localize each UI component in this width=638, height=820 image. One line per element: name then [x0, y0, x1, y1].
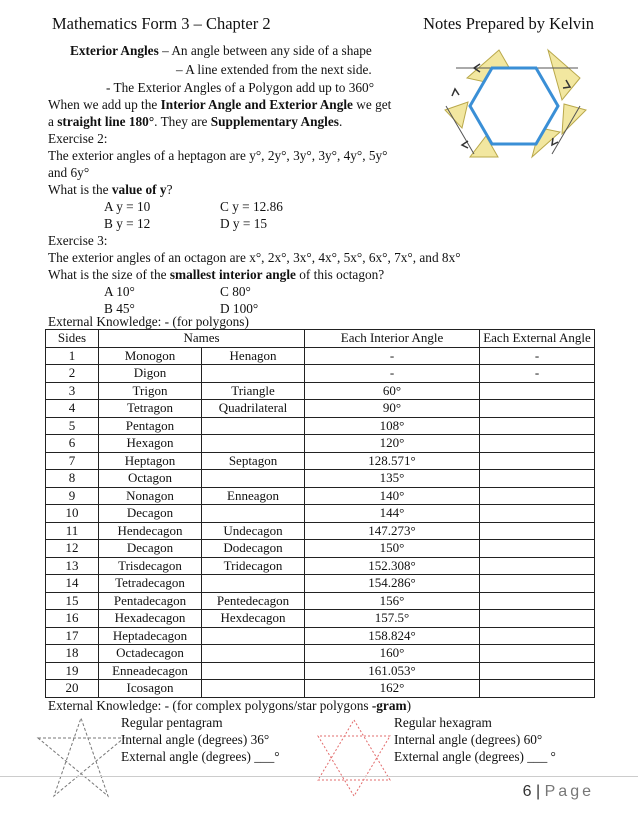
cell-sides: 1	[46, 347, 99, 365]
cell-external	[480, 645, 595, 663]
hexagram-internal: Internal angle (degrees) 60°	[394, 732, 543, 747]
polygon-table	[45, 329, 595, 698]
cell-alt-name	[202, 627, 305, 645]
cell-sides: 3	[46, 382, 99, 400]
cell-external	[480, 452, 595, 470]
supplementary-line-1	[48, 96, 391, 114]
header-author: Notes Prepared by Kelvin	[423, 14, 594, 33]
exercise-2-option-b: B y = 12	[104, 216, 151, 231]
cell-name: Octagon	[99, 470, 202, 488]
text-span: . They are	[154, 114, 211, 129]
cell-name: Tetradecagon	[99, 575, 202, 593]
cell-sides: 15	[46, 592, 99, 610]
cell-name: Heptagon	[99, 452, 202, 470]
exercise-3-title: Exercise 3:	[48, 233, 108, 248]
text-bold: Supplementary Angles	[210, 114, 339, 129]
hexagram-name: Regular hexagram	[394, 715, 492, 730]
cell-interior: 157.5°	[305, 610, 480, 628]
cell-name: Tetragon	[99, 400, 202, 418]
cell-alt-name	[202, 417, 305, 435]
exercise-3-option-a: A 10°	[104, 284, 135, 299]
table-row	[46, 610, 595, 628]
exterior-angle-definition	[70, 42, 372, 60]
table-row	[46, 452, 595, 470]
cell-sides: 16	[46, 610, 99, 628]
cell-sides: 20	[46, 680, 99, 698]
table-row	[46, 417, 595, 435]
table-row	[46, 382, 595, 400]
cell-external	[480, 557, 595, 575]
cell-external: -	[480, 347, 595, 365]
text-span: ?	[166, 182, 173, 197]
cell-name: Trisdecagon	[99, 557, 202, 575]
cell-external	[480, 592, 595, 610]
cell-external	[480, 610, 595, 628]
cell-interior: 158.824°	[305, 627, 480, 645]
page-header	[52, 14, 594, 40]
cell-alt-name: Tridecagon	[202, 557, 305, 575]
cell-alt-name: Dodecagon	[202, 540, 305, 558]
table-row	[46, 522, 595, 540]
cell-alt-name	[202, 365, 305, 383]
text-span: we get	[352, 97, 392, 112]
table-row	[46, 680, 595, 698]
cell-external	[480, 627, 595, 645]
pentagram-name: Regular pentagram	[121, 715, 223, 730]
header-subject: Mathematics Form 3 – Chapter 2	[52, 14, 271, 33]
cell-external	[480, 382, 595, 400]
cell-sides: 14	[46, 575, 99, 593]
exercise-2-question-3	[48, 181, 172, 199]
cell-alt-name: Triangle	[202, 382, 305, 400]
cell-external	[480, 505, 595, 523]
table-row	[46, 487, 595, 505]
hexagram-external: External angle (degrees) ___ °	[394, 749, 556, 764]
table-row	[46, 575, 595, 593]
cell-external	[480, 470, 595, 488]
cell-interior: 161.053°	[305, 662, 480, 680]
cell-sides: 4	[46, 400, 99, 418]
cell-interior: 147.273°	[305, 522, 480, 540]
hexagon-exterior-angles-diagram	[440, 44, 590, 161]
table-header-row	[46, 330, 595, 348]
exterior-angle-term: Exterior Angles	[70, 43, 159, 58]
table-row	[46, 557, 595, 575]
cell-sides: 6	[46, 435, 99, 453]
cell-interior: 144°	[305, 505, 480, 523]
text-bold: straight line 180°	[57, 114, 155, 129]
cell-alt-name	[202, 662, 305, 680]
external-knowledge-heading: External Knowledge: - (for polygons)	[48, 314, 249, 329]
cell-alt-name: Quadrilateral	[202, 400, 305, 418]
header-names: Names	[99, 330, 305, 348]
table-row	[46, 505, 595, 523]
cell-sides: 13	[46, 557, 99, 575]
footer-separator: |	[536, 783, 541, 800]
cell-name: Pentadecagon	[99, 592, 202, 610]
text-span: of this octagon?	[295, 267, 385, 282]
table-row	[46, 347, 595, 365]
cell-alt-name	[202, 575, 305, 593]
text-span: What is the size of the	[48, 267, 170, 282]
cell-name: Heptadecagon	[99, 627, 202, 645]
cell-name: Enneadecagon	[99, 662, 202, 680]
cell-external	[480, 680, 595, 698]
cell-name: Octadecagon	[99, 645, 202, 663]
cell-interior: 162°	[305, 680, 480, 698]
table-row	[46, 592, 595, 610]
cell-interior: 108°	[305, 417, 480, 435]
cell-name: Hendecagon	[99, 522, 202, 540]
cell-sides: 17	[46, 627, 99, 645]
cell-name: Pentagon	[99, 417, 202, 435]
cell-external	[480, 435, 595, 453]
cell-sides: 5	[46, 417, 99, 435]
cell-external	[480, 540, 595, 558]
cell-name: Nonagon	[99, 487, 202, 505]
star-polygon-heading	[48, 698, 411, 714]
exercise-3-question-2	[48, 266, 384, 284]
cell-alt-name: Hexdecagon	[202, 610, 305, 628]
text-span: External Knowledge: - (for complex polygons/star polygons	[48, 698, 372, 713]
table-row	[46, 662, 595, 680]
cell-sides: 10	[46, 505, 99, 523]
cell-name: Trigon	[99, 382, 202, 400]
table-row	[46, 540, 595, 558]
cell-interior: 90°	[305, 400, 480, 418]
exterior-angle-def-1: – An angle between any side of a shape	[158, 43, 372, 58]
exercise-2-option-d: D y = 15	[220, 216, 268, 231]
cell-interior: 135°	[305, 470, 480, 488]
page-number: 6	[522, 783, 532, 800]
cell-sides: 12	[46, 540, 99, 558]
cell-sides: 18	[46, 645, 99, 663]
cell-interior: 60°	[305, 382, 480, 400]
cell-interior: 152.308°	[305, 557, 480, 575]
cell-alt-name	[202, 645, 305, 663]
exercise-2-option-a: A y = 10	[104, 199, 151, 214]
cell-sides: 9	[46, 487, 99, 505]
text-bold: -gram	[371, 698, 407, 713]
cell-external	[480, 400, 595, 418]
cell-name: Hexadecagon	[99, 610, 202, 628]
table-row	[46, 435, 595, 453]
page-word: Page	[544, 783, 594, 800]
cell-interior: 160°	[305, 645, 480, 663]
cell-alt-name: Enneagon	[202, 487, 305, 505]
cell-interior: 150°	[305, 540, 480, 558]
exercise-3-option-b: B 45°	[104, 301, 135, 316]
table-row	[46, 470, 595, 488]
cell-interior: 154.286°	[305, 575, 480, 593]
header-interior: Each Interior Angle	[305, 330, 480, 348]
cell-alt-name: Pentedecagon	[202, 592, 305, 610]
cell-alt-name	[202, 505, 305, 523]
cell-interior: 120°	[305, 435, 480, 453]
cell-external	[480, 417, 595, 435]
hexagram-diagram	[312, 716, 396, 800]
cell-external	[480, 522, 595, 540]
cell-name: Icosagon	[99, 680, 202, 698]
exercise-3-question-1: The exterior angles of an octagon are x°, 2x°, 3x°, 4x°, 5x°, 6x°, 7x°, and 8x°	[48, 250, 461, 265]
cell-alt-name: Undecagon	[202, 522, 305, 540]
exercise-2-title: Exercise 2:	[48, 131, 108, 146]
cell-interior: 156°	[305, 592, 480, 610]
pentagram-diagram	[36, 716, 126, 800]
supplementary-line-2	[48, 113, 342, 131]
pentagram-external: External angle (degrees) ___°	[121, 749, 280, 764]
exercise-3-option-d: D 100°	[220, 301, 259, 316]
cell-interior: -	[305, 347, 480, 365]
cell-sides: 7	[46, 452, 99, 470]
cell-alt-name	[202, 470, 305, 488]
text-span: .	[338, 114, 343, 129]
sum-of-exterior-bullet: - The Exterior Angles of a Polygon add up to 360°	[106, 80, 375, 95]
table-row	[46, 645, 595, 663]
text-bold: smallest interior angle	[169, 267, 296, 282]
table-row	[46, 400, 595, 418]
cell-external: -	[480, 365, 595, 383]
table-row	[46, 627, 595, 645]
cell-name: Hexagon	[99, 435, 202, 453]
exercise-2-option-c: C y = 12.86	[220, 199, 283, 214]
cell-interior: 128.571°	[305, 452, 480, 470]
cell-name: Digon	[99, 365, 202, 383]
header-sides: Sides	[46, 330, 99, 348]
pentagram-internal: Internal angle (degrees) 36°	[121, 732, 270, 747]
exercise-3-option-c: C 80°	[220, 284, 251, 299]
cell-alt-name	[202, 435, 305, 453]
cell-external	[480, 575, 595, 593]
cell-alt-name: Henagon	[202, 347, 305, 365]
cell-alt-name: Septagon	[202, 452, 305, 470]
text-span: When we add up the	[48, 97, 161, 112]
cell-sides: 11	[46, 522, 99, 540]
text-span: )	[406, 698, 411, 713]
cell-sides: 2	[46, 365, 99, 383]
cell-name: Decagon	[99, 505, 202, 523]
cell-alt-name	[202, 680, 305, 698]
cell-interior: 140°	[305, 487, 480, 505]
page-footer	[523, 783, 594, 801]
exercise-2-question-2: and 6y°	[48, 165, 90, 180]
cell-external	[480, 487, 595, 505]
cell-sides: 19	[46, 662, 99, 680]
table-row	[46, 365, 595, 383]
footer-divider	[0, 776, 638, 777]
header-external: Each External Angle	[480, 330, 595, 348]
exterior-angle-def-2: – A line extended from the next side.	[176, 62, 372, 77]
text-bold: value of y	[111, 182, 167, 197]
cell-interior: -	[305, 365, 480, 383]
cell-name: Decagon	[99, 540, 202, 558]
text-span: What is the	[48, 182, 112, 197]
cell-name: Monogon	[99, 347, 202, 365]
text-span: a	[48, 114, 58, 129]
cell-external	[480, 662, 595, 680]
cell-sides: 8	[46, 470, 99, 488]
text-bold: Interior Angle and Exterior Angle	[160, 97, 353, 112]
exercise-2-question-1: The exterior angles of a heptagon are y°, 2y°, 3y°, 3y°, 4y°, 5y°	[48, 148, 388, 163]
